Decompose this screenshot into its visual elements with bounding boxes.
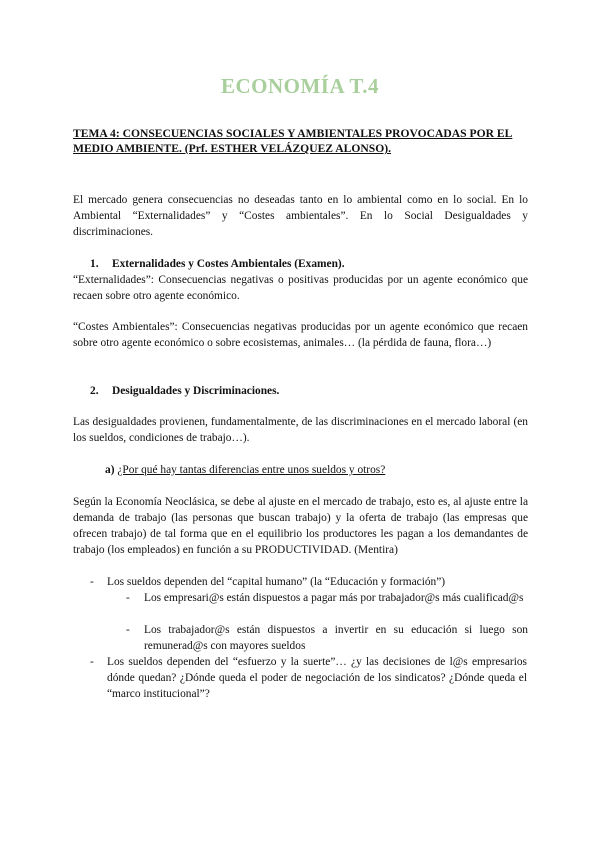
externalidades-paragraph: “Externalidades”: Consecuencias negativas o positivas producidas por un agente económico que recaen sobre otro agente económico. [73, 274, 528, 302]
desigualdades-paragraph: Las desigualdades provienen, fundamentalmente, de las discriminaciones en el mercado laboral (en los sueldos, condiciones de trabajo…). [73, 416, 528, 444]
section-1-title: Externalidades y Costes Ambientales (Examen). [112, 258, 345, 270]
costes-paragraph: “Costes Ambientales”: Consecuencias negativas producidas por un agente económico que recaen sobre otro agente económico o sobre ecosistemas, animales… (la pérdida de fauna, flora…) [73, 321, 528, 349]
section-1-number: 1. [90, 258, 99, 270]
section-2-heading [90, 383, 530, 399]
bullet-dash: - [90, 576, 94, 588]
subquestion-text: ¿Por qué hay tantas diferencias entre unos sueldos y otros? [117, 464, 386, 476]
neoclasica-paragraph: Según la Economía Neoclásica, se debe al ajuste en el mercado de trabajo, esto es, al ajuste entre la demanda de trabajo (las personas que buscan trabajo) y la oferta de trabajo (las empresas que ofrecen trabajo) de tal forma que en el equilibrio los productores les pagan a los demandantes de trabajo (los empleados) en función a su PRODUCTIVIDAD. (Mentira) [73, 496, 528, 556]
sub-bullet-text: Los trabajador@s están dispuestos a invertir en su educación si luego son remunerad@s con mayores sueldos [144, 624, 528, 652]
bullet-text: Los sueldos dependen del “esfuerzo y la suerte”… ¿y las decisiones de l@s empresarios dónde quedan? ¿Dónde queda el poder de negociación de los sindicatos? ¿Dónde queda el “marco institucional”? [107, 656, 527, 700]
bullet-text: Los sueldos dependen del “capital humano” (la “Educación y formación”) [107, 576, 446, 588]
bullet-dash: - [90, 656, 94, 668]
subquestion-a [105, 462, 525, 478]
section-2-number: 2. [90, 385, 99, 397]
section-2-title: Desigualdades y Discriminaciones. [112, 385, 280, 397]
section-1-heading [90, 256, 530, 272]
topic-heading: TEMA 4: CONSECUENCIAS SOCIALES Y AMBIENTALES PROVOCADAS POR EL MEDIO AMBIENTE. (Prf. ESTHER VELÁZQUEZ ALONSO). [73, 127, 513, 155]
sub-bullet-text: Los empresari@s están dispuestos a pagar más por trabajador@s más cualificad@s [144, 592, 524, 604]
subquestion-label: a) [105, 464, 115, 476]
sub-bullet-dash: - [126, 592, 130, 604]
document-title: ECONOMÍA T.4 [220, 74, 380, 98]
intro-paragraph: El mercado genera consecuencias no deseadas tanto en lo ambiental como en lo social. En lo Ambiental “Externalidades” y “Costes ambientales”. En lo Social Desigualdades y discriminaciones. [73, 194, 528, 238]
sub-bullet-dash: - [126, 624, 130, 636]
